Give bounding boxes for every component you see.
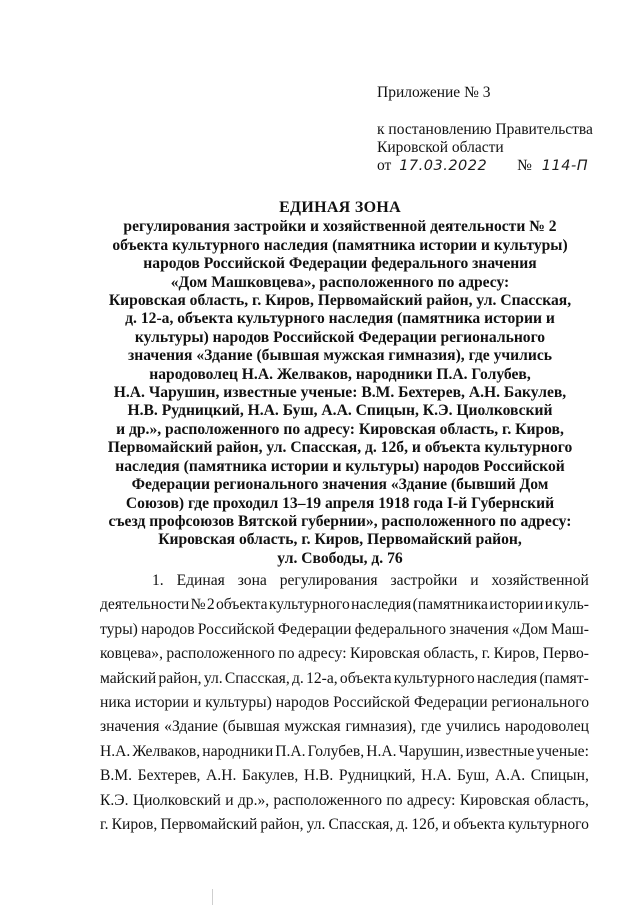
title-line: Союзов) где проходил 13–19 апреля 1918 года I-й Губернский	[125, 494, 555, 512]
body-line: майский район, ул. Спасская, д. 12-а, объекта культурного наследия (памят-	[100, 669, 589, 687]
title-line: народов Российской Федерации федерального значения	[143, 255, 537, 273]
title-lines	[100, 218, 580, 568]
title-line: «Дом Машковцева», расположенного по адресу:	[170, 273, 510, 291]
document-title	[100, 199, 580, 568]
title-line: наследия (памятника истории и культуры) народов Российской	[115, 457, 565, 475]
body-line: г. Киров, Первомайский район, ул. Спасская, д. 12б, и объекта культурного	[100, 815, 589, 833]
title-line: народоволец Н.А. Желваков, народники П.А. Голубев,	[149, 365, 531, 383]
title-line: Кировская область, г. Киров, Первомайский район, ул. Спасская,	[108, 292, 572, 310]
title-line: Н.В. Рудницкий, Н.А. Буш, А.А. Спицын, К.Э. Циолковский	[127, 402, 553, 420]
region-line: Кировской области	[377, 139, 504, 156]
body-line: 1. Единая зона регулирования застройки и хозяйственной	[152, 572, 589, 589]
appendix-label: Приложение № 3	[377, 84, 491, 101]
page-fold-mark	[212, 889, 213, 905]
date-number-line	[377, 157, 627, 175]
title-line: Первомайский район, ул. Спасская, д. 12б, и объекта культурного	[107, 439, 573, 457]
body-line: деятельности № 2 объекта культурного наследия (памятника истории и куль-	[100, 596, 589, 614]
body-line: Н.А. Желваков, народники П.А. Голубев, Н.А. Чарушин, известные ученые:	[100, 742, 589, 760]
title-line: и др.», расположенного по адресу: Кировская область, г. Киров,	[116, 420, 564, 438]
title-line: д. 12-а, объекта культурного наследия (памятника истории и	[125, 310, 555, 328]
title-line: съезд профсоюзов Вятской губернии», расположенного по адресу:	[108, 512, 572, 530]
body-line: К.Э. Циолковский и др.», расположенного по адресу: Кировская область,	[100, 791, 589, 809]
title-line: значения «Здание (бывшая мужская гимназия), где учились	[127, 347, 553, 365]
body-line: туры) народов Российской Федерации федерального значения «Дом Маш-	[100, 620, 589, 638]
body-line: значения «Здание (бывшая мужская гимназия), где учились народоволец	[100, 718, 589, 736]
title-line: ул. Свободы, д. 76	[277, 549, 403, 567]
number-label: №	[517, 157, 532, 174]
from-label: от	[377, 157, 392, 174]
body-paragraph	[100, 569, 589, 837]
body-line: В.М. Бехтерев, А.Н. Бакулев, Н.В. Рудницкий, Н.А. Буш, А.А. Спицын,	[100, 767, 589, 785]
handwritten-number: 114-П	[541, 158, 589, 174]
title-line: Кировская область, г. Киров, Первомайский район,	[158, 531, 522, 549]
title-heading: ЕДИНАЯ ЗОНА	[279, 199, 401, 216]
title-line: Федерации регионального значения «Здание (бывший Дом	[131, 476, 549, 494]
title-line: регулирования застройки и хозяйственной деятельности № 2	[123, 218, 557, 236]
title-line: Н.А. Чарушин, известные ученые: В.М. Бехтерев, А.Н. Бакулев,	[113, 384, 567, 402]
title-line: культуры) народов Российской Федерации регионального	[134, 328, 546, 346]
resolution-line: к постановлению Правительства	[377, 121, 593, 138]
body-line: ковцева», расположенного по адресу: Кировская область, г. Киров, Перво-	[100, 645, 589, 663]
handwritten-date: 17.03.2022	[399, 158, 488, 174]
approval-stamp-block	[377, 84, 627, 175]
title-line: объекта культурного наследия (памятника истории и культуры)	[112, 236, 568, 254]
body-line: ника истории и культуры) народов Российской Федерации регионального	[100, 693, 589, 711]
